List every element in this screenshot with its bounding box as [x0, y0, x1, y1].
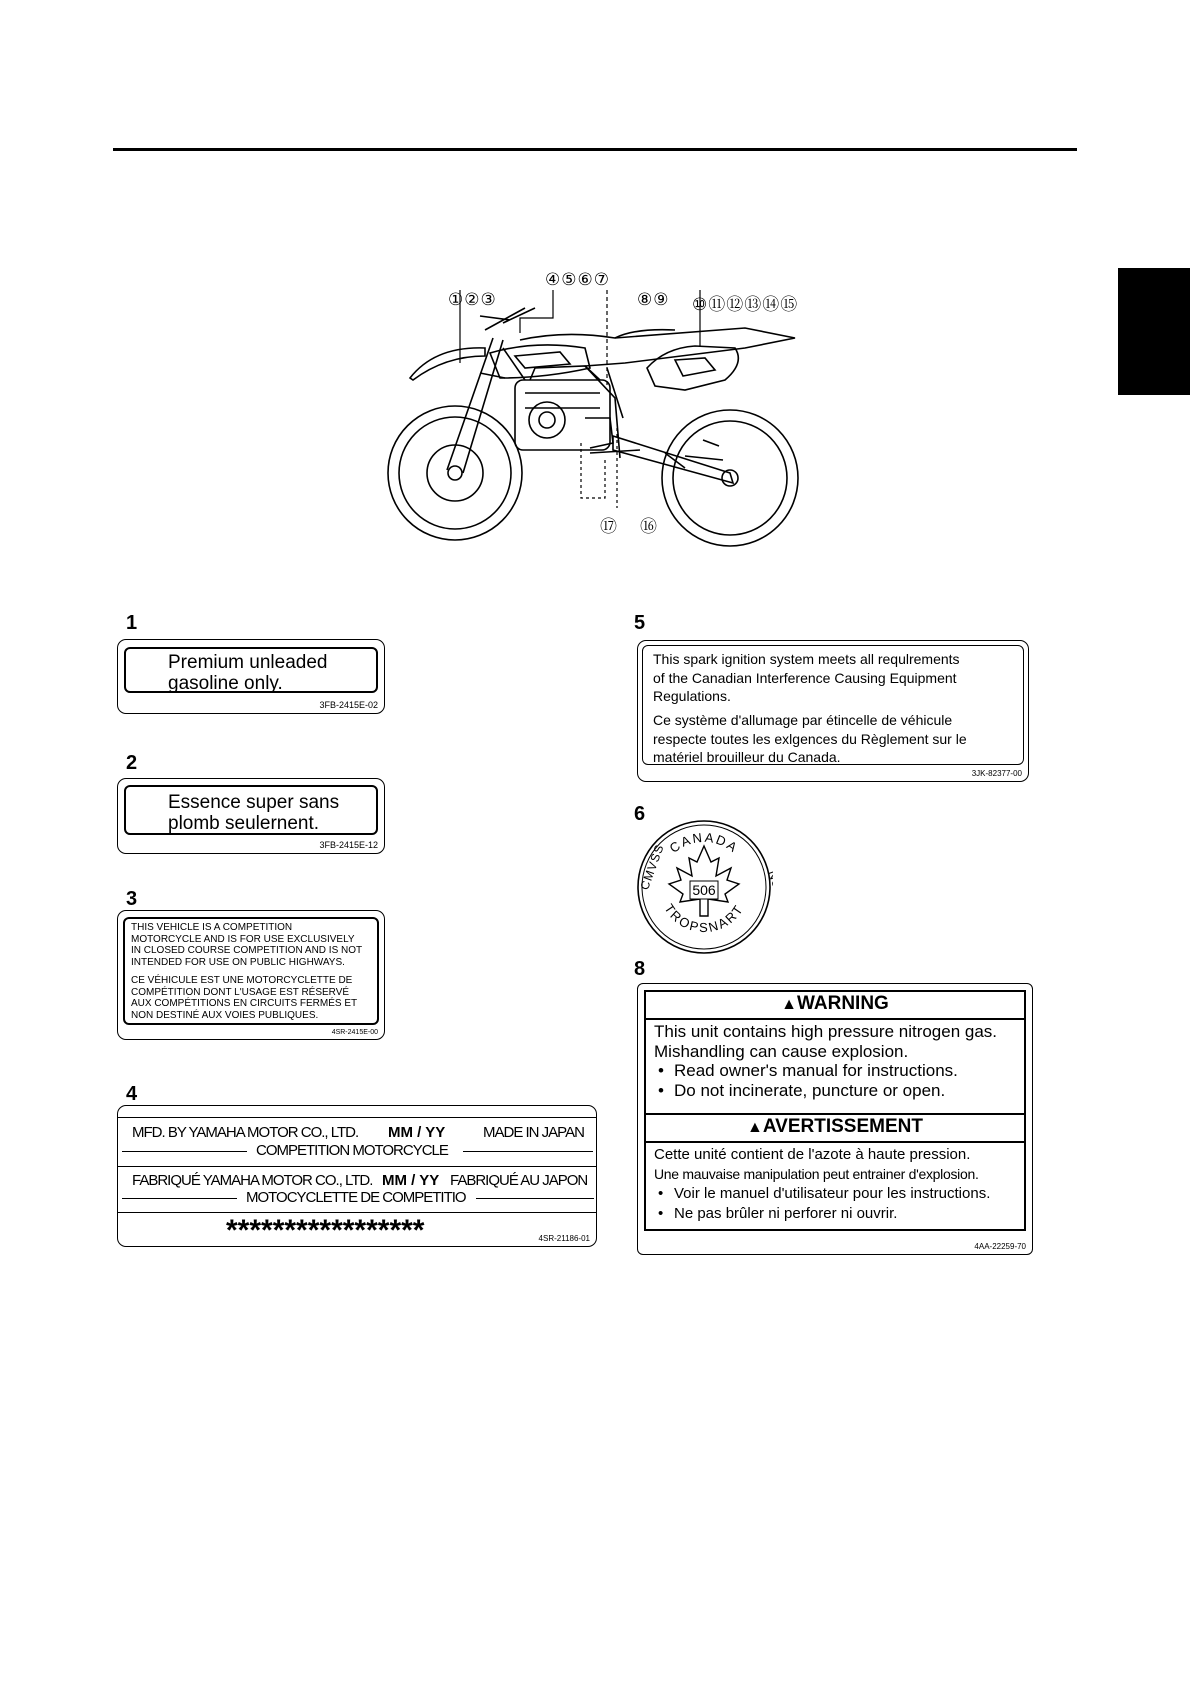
label-4-divider [118, 1212, 596, 1213]
seal-center-number: 506 [692, 882, 716, 898]
label-4-motocyclette: MOTOCYCLETTE DE COMPETITIO [246, 1189, 466, 1206]
label-1-inner [124, 647, 378, 693]
label-8 [637, 983, 1033, 1255]
warning-box [644, 990, 1026, 1231]
label-4-divider [118, 1117, 596, 1118]
label-4-mmyy-2: MM / YY [382, 1172, 440, 1189]
label-5-en-line: Regulations. [653, 688, 731, 704]
label-4-competition: COMPETITION MOTORCYCLE [256, 1142, 448, 1159]
warning-triangle-icon: ▲ [781, 996, 797, 1013]
label-3 [117, 910, 385, 1040]
label-3-english [131, 922, 362, 968]
label-5-en-line: This spark ignition system meets all requlrements [653, 651, 960, 667]
label-number-6: 6 [634, 803, 646, 825]
label-5-french [653, 711, 967, 767]
label-4-rule [122, 1151, 247, 1152]
avertissement-rule [646, 1141, 1024, 1143]
label-5-english [653, 650, 960, 706]
label-3-fr-line: AUX COMPÉTITIONS EN CIRCUITS FERMÉS ET [131, 998, 358, 1009]
label-3-inner [123, 917, 379, 1025]
callout-8-9: ⑧⑨ [637, 290, 670, 309]
label-number-3: 3 [126, 888, 138, 910]
label-2-inner [124, 785, 378, 835]
label-4-divider [118, 1166, 596, 1167]
canada-seal [635, 818, 773, 956]
callout-17: ⑰ [600, 517, 618, 536]
label-5-inner [642, 645, 1024, 765]
label-4-rule [463, 1151, 593, 1152]
label-3-en-line: IN CLOSED COURSE COMPETITION AND IS NOT [131, 945, 363, 956]
label-3-fr-line: NON DESTINÉ AUX VOIES PUBLIQUES. [131, 1009, 319, 1021]
seal-left-text: CMVSS [637, 842, 667, 892]
callout-16: ⑯ [640, 517, 658, 536]
label-4-fabrique: FABRIQUÉ YAMAHA MOTOR CO., LTD. [132, 1172, 373, 1189]
label-number-5: 5 [634, 612, 646, 634]
label-4-made: MADE IN JAPAN [483, 1124, 584, 1141]
avertissement-bullet: • Voir le manuel d'utilisateur pour les instructions. [654, 1184, 990, 1204]
label-4-serial: ***************** [226, 1214, 425, 1247]
warning-body [654, 1022, 997, 1100]
label-1-line-1: Premium unleaded [168, 652, 328, 673]
label-3-fr-line: COMPÉTITION DONT L'USAGE EST RÉSERVÉ [131, 986, 350, 998]
label-4-mfd: MFD. BY YAMAHA MOTOR CO., LTD. [132, 1124, 359, 1141]
label-3-french [131, 975, 357, 1021]
warning-line: This unit contains high pressure nitrogen gas. [654, 1022, 998, 1041]
callout-10-15: ⑩⑪⑫⑬⑭⑮ [692, 295, 799, 314]
label-3-en-line: THIS VEHICLE IS A COMPETITION [131, 922, 293, 933]
label-3-en-line: INTENDED FOR USE ON PUBLIC HIGHWAYS. [131, 956, 345, 968]
label-number-1: 1 [126, 612, 138, 634]
label-4-fabrique-japon: FABRIQUÉ AU JAPON [450, 1172, 588, 1189]
label-4-rule [122, 1198, 237, 1199]
avertissement-line: Cette unité contient de l'azote à haute pression. [654, 1146, 971, 1163]
warning-triangle-icon: ▲ [747, 1119, 763, 1136]
label-5-fr-line: respecte toutes les exlgences du Règlement sur le [653, 730, 967, 747]
callout-1-2-3: ①②③ [448, 290, 497, 309]
label-2-line-2: plomb seulernent. [168, 813, 320, 834]
label-1-line-2: gasoline only. [168, 673, 283, 694]
avertissement-title-row [646, 1116, 1024, 1138]
label-4-mmyy-1: MM / YY [388, 1124, 446, 1141]
warning-bullet: • Read owner's manual for instructions. [654, 1061, 997, 1081]
label-6-seal [635, 818, 773, 956]
avertissement-line: Une mauvaise manipulation peut entrainer d'explosion. [654, 1165, 979, 1182]
label-3-fr-line: CE VÉHICULE EST UNE MOTORCYCLETTE DE [131, 975, 353, 986]
label-5-en-line: of the Canadian Interference Causing Equipment [653, 669, 957, 686]
label-4-rule [476, 1198, 594, 1199]
label-3-code: 4SR-2415E-00 [331, 1029, 378, 1036]
label-5-fr-line: matériel brouilleur du Canada. [653, 749, 841, 765]
label-2 [117, 778, 385, 854]
label-3-en-line: MOTORCYCLE AND IS FOR USE EXCLUSIVELY [131, 933, 355, 945]
warning-divider [646, 1113, 1024, 1115]
warning-title: WARNING [797, 993, 889, 1014]
seal-bottom-text: TROPSNART [661, 901, 747, 936]
avertissement-bullet: • Ne pas brûler ni perforer ni ouvrir. [654, 1204, 990, 1224]
header-rule [113, 148, 1077, 151]
label-2-line-1: Essence super sans [168, 792, 340, 813]
label-1 [117, 639, 385, 714]
avertissement-body [654, 1145, 990, 1223]
warning-rule [646, 1018, 1024, 1020]
section-tab [1118, 268, 1190, 395]
warning-line: Mishandling can cause explosion. [654, 1041, 909, 1061]
seal-right-text: NSVAC [765, 868, 773, 917]
seal-top-text: CANADA [666, 829, 742, 856]
label-5-code: 3JK-82377-00 [971, 769, 1022, 778]
label-number-2: 2 [126, 752, 138, 774]
label-4-code: 4SR-21186-01 [538, 1234, 590, 1243]
label-5 [637, 640, 1029, 782]
label-2-code: 3FB-2415E-12 [319, 840, 378, 850]
label-4 [117, 1105, 597, 1247]
callout-4-5-6-7: ④⑤⑥⑦ [545, 270, 610, 289]
label-5-fr-line: Ce système d'allumage par étincelle de véhicule [653, 712, 953, 728]
label-8-code: 4AA-22259-70 [974, 1242, 1026, 1251]
label-number-8: 8 [634, 958, 646, 980]
avertissement-title: AVERTISSEMENT [762, 1116, 923, 1137]
warning-title-row [646, 993, 1024, 1015]
label-number-4: 4 [126, 1083, 138, 1105]
warning-bullet: • Do not incinerate, puncture or open. [654, 1081, 997, 1101]
label-1-code: 3FB-2415E-02 [319, 700, 378, 710]
